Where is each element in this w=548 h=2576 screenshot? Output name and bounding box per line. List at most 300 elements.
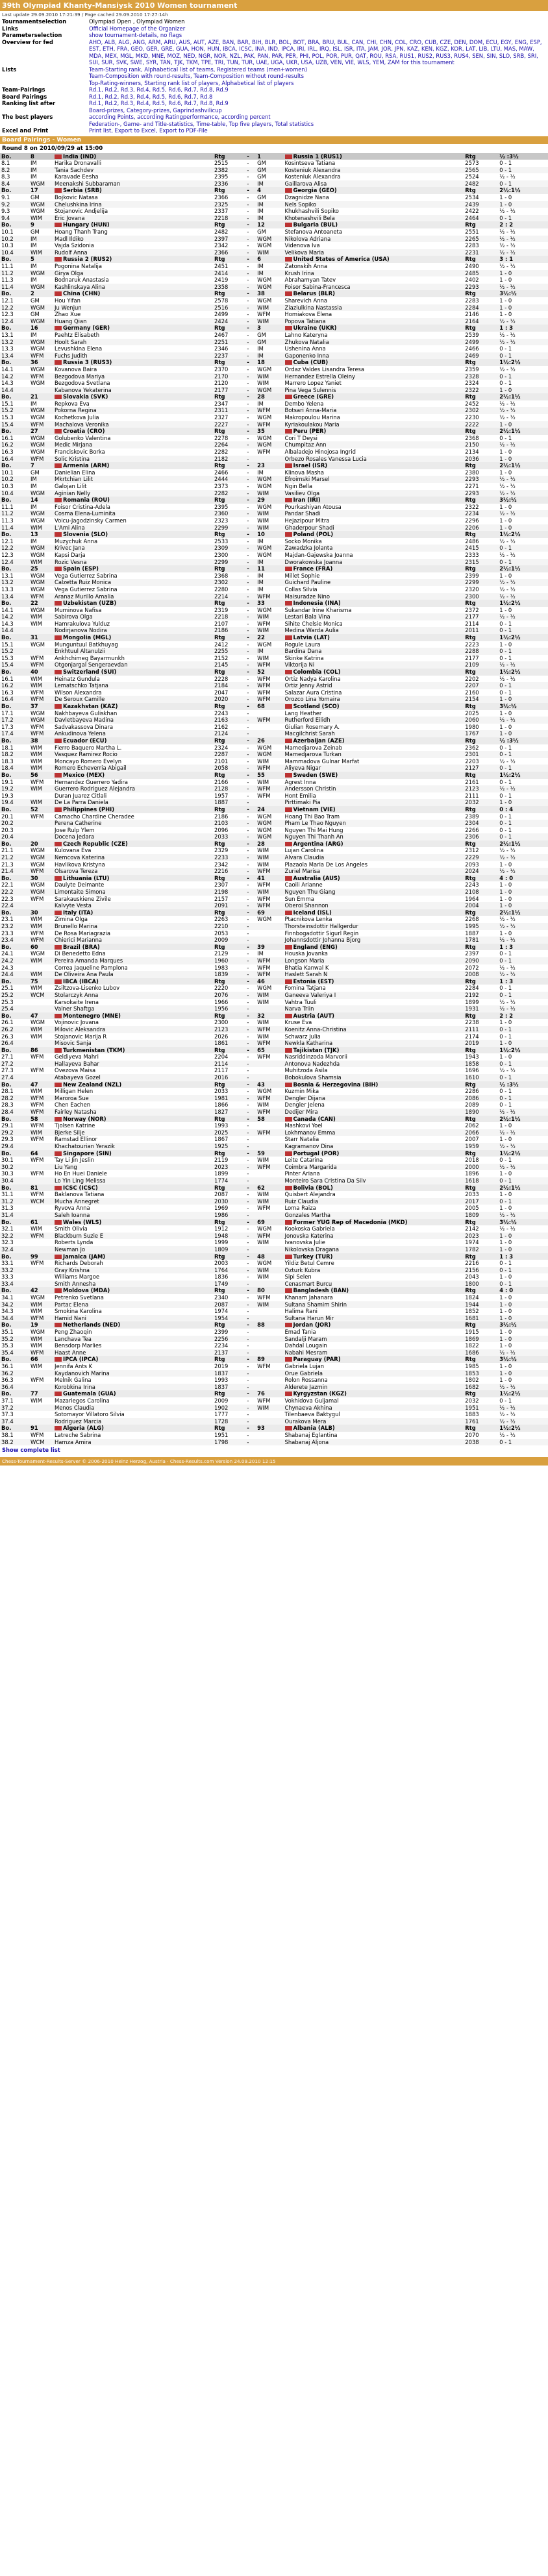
- team1-label[interactable]: Lithuania (LTU): [63, 874, 110, 881]
- player2-name[interactable]: Dworakowska Joanna: [284, 559, 464, 566]
- team1-label[interactable]: Russia 2 (RUS2): [63, 256, 112, 263]
- player1-name[interactable]: Calzetta Ruiz Monica: [53, 579, 213, 586]
- player1-name[interactable]: Harika Dronavalli: [53, 160, 213, 167]
- player2-name[interactable]: Botsari Anna-Maria: [284, 407, 464, 414]
- player2-name[interactable]: Pina Vega Sulennis: [284, 387, 464, 394]
- player2-name[interactable]: Gonzales Martha: [284, 1212, 464, 1219]
- player1-name[interactable]: Kalvyte Vesta: [53, 902, 213, 909]
- player1-name[interactable]: Bodnaruk Anastasia: [53, 276, 213, 284]
- player2-name[interactable]: Koenitz Anna-Christina: [284, 1026, 464, 1033]
- player1-name[interactable]: Galojan Lilit: [53, 483, 213, 490]
- player2-name[interactable]: Hernandez Estrella Oleiny: [284, 373, 464, 380]
- player1-name[interactable]: Cosma Elena-Luminita: [53, 510, 213, 517]
- player1-name[interactable]: Enkhtuul Altanulzii: [53, 648, 213, 655]
- team1-label[interactable]: Wales (WLS): [63, 1218, 102, 1225]
- player1-name[interactable]: Jennifa Ants K: [53, 1363, 213, 1370]
- player1-name[interactable]: Bjerke Silje: [53, 1129, 213, 1136]
- player1-name[interactable]: Medic Mirjana: [53, 441, 213, 448]
- player2-name[interactable]: Dembo Yelena: [284, 400, 464, 408]
- player1-name[interactable]: Bojkovic Natasa: [53, 194, 213, 201]
- player1-name[interactable]: Bezgodova Svetlana: [53, 380, 213, 387]
- player2-name[interactable]: Dedijer Mira: [284, 1109, 464, 1116]
- player1-name[interactable]: Ramstad Ellinor: [53, 1136, 213, 1143]
- player1-name[interactable]: Muzychuk Anna: [53, 538, 213, 545]
- team1-label[interactable]: IBCA (IBCA): [63, 977, 99, 985]
- player1-name[interactable]: Lematschko Tatjana: [53, 682, 213, 689]
- team1-label[interactable]: Brazil (BRA): [63, 943, 100, 950]
- player1-name[interactable]: Rozic Vesna: [53, 559, 213, 566]
- info-value[interactable]: Rd.1, Rd.2, Rd.3, Rd.4, Rd.5, Rd.6, Rd.7, Rd.8: [89, 93, 213, 100]
- player2-name[interactable]: Bhatia Kanwal K: [284, 964, 464, 972]
- player2-name[interactable]: Antonova Nadezhda: [284, 1061, 464, 1068]
- team2-label[interactable]: Ukraine (UKR): [293, 325, 337, 332]
- player1-name[interactable]: Hamid Nani: [53, 1315, 213, 1322]
- team1-label[interactable]: Serbia (SRB): [63, 187, 102, 194]
- player2-name[interactable]: Hejazipour Mitra: [284, 517, 464, 524]
- player2-name[interactable]: Pourkashiyan Atousa: [284, 504, 464, 511]
- player2-name[interactable]: Sihite Chelsie Monica: [284, 620, 464, 628]
- team2-label[interactable]: France (FRA): [293, 565, 333, 572]
- player2-name[interactable]: Ordaz Valdes Lisandra Teresa: [284, 366, 464, 373]
- team1-label[interactable]: Croatia (CRO): [63, 428, 105, 435]
- player1-name[interactable]: Fuchs Judith: [53, 352, 213, 360]
- player1-name[interactable]: Perena Catherine: [53, 820, 213, 827]
- player2-name[interactable]: Narva Triin: [284, 1005, 464, 1012]
- player1-name[interactable]: Smokina Karolina: [53, 1308, 213, 1315]
- team1-label[interactable]: Switzerland (SUI): [63, 669, 117, 676]
- team2-label[interactable]: Greece (GRE): [293, 393, 334, 400]
- player1-name[interactable]: Blackburn Suzie E: [53, 1233, 213, 1240]
- player2-name[interactable]: Lujan Carolina: [284, 847, 464, 854]
- player1-name[interactable]: Kulovana Eva: [53, 847, 213, 854]
- player2-name[interactable]: Monteiro Sara Cristina Da Silv: [284, 1177, 464, 1184]
- player1-name[interactable]: Williams Margoe: [53, 1273, 213, 1281]
- player1-name[interactable]: Ankhchimeg Bayarmunkh: [53, 655, 213, 662]
- player2-name[interactable]: Agrest Inna: [284, 779, 464, 786]
- player2-name[interactable]: Tilenbaeva Baktygul: [284, 1411, 464, 1418]
- info-value[interactable]: Print list, Export to Excel, Export to PDF-File: [89, 127, 208, 134]
- player2-name[interactable]: Lahno Kateryna: [284, 332, 464, 339]
- player2-name[interactable]: Bardina Dana: [284, 648, 464, 655]
- team2-label[interactable]: Poland (POL): [293, 531, 334, 538]
- player1-name[interactable]: De Oliveira Ana Paula: [53, 971, 213, 978]
- player2-name[interactable]: Ortiz Nadya Karolina: [284, 676, 464, 683]
- info-value[interactable]: AHO, ALB, ALG, ANG, ARM, ARU, AUS, AUT, AZE, BAN, BAR, BIH, BLR, BOL, BOT, BRA, BRU, BUL, CAN, CHI, CHN, COL, CRO, CUB, CZE, DEN, DOM, ECU, EGY, ENG, ESP, EST, ETH, FRA, GEO, GER, GRE, GUA, HON, HUN, IBCA, ICSC, INA, IND, IPCA, IRI, IRL, IRQ, ISL, ISR, ITA, JAM, JOR, JPN, KAZ, KEN, KGZ, KOR, LAT, LIB, LTU, MAS, MAW, MDA, MEX, MGL, MKD, MNE, MOZ, NED, NGR, NOR, NZL, PAK, PAN, PAR, PER, PHI, POL, POR, PUR, QAT, ROU, RSA, RUS1, RUS2, RUS3, RUS4, SEN, SIN, SLO, SRB, SRI, SUI, SUR, SVK, SWE, SYR, TAN, TJK, TKM, TPE, TRI, TUN, TUR, UAE, UGA, UKR, USA, UZB, VEN, VIE, WLS, YEM, ZAM for this tournament: [89, 38, 542, 66]
- player1-name[interactable]: Kovanova Baira: [53, 366, 213, 373]
- team2-label[interactable]: Bangladesh (BAN): [293, 1287, 349, 1294]
- player1-name[interactable]: Muminova Nafisa: [53, 607, 213, 614]
- player1-name[interactable]: Vojinovic Jovana: [53, 1019, 213, 1026]
- player2-name[interactable]: Kruse Eva: [284, 1019, 464, 1026]
- player2-name[interactable]: Sultana Harun Mir: [284, 1315, 464, 1322]
- team1-label[interactable]: Montenegro (MNE): [63, 1012, 121, 1019]
- player1-name[interactable]: Gray Krishna: [53, 1267, 213, 1274]
- player1-name[interactable]: Docena Jedara: [53, 833, 213, 840]
- player1-name[interactable]: Lo Yin Ling Melissa: [53, 1177, 213, 1184]
- player1-name[interactable]: Stojanovic Marija R: [53, 1033, 213, 1040]
- player2-name[interactable]: Marrero Lopez Yaniet: [284, 380, 464, 387]
- player2-name[interactable]: Dahdal Lougain: [284, 1342, 464, 1349]
- player1-name[interactable]: Partac Elena: [53, 1301, 213, 1308]
- player1-name[interactable]: L'Ami Alina: [53, 524, 213, 532]
- team2-label[interactable]: Austria (AUT): [293, 1012, 334, 1019]
- player2-name[interactable]: Rolon Rossanna: [284, 1377, 464, 1384]
- team1-label[interactable]: Hungary (HUN): [63, 221, 110, 228]
- info-value[interactable]: Federation-, Game- and Title-statistics, Time-table, Top five players, Total statistics: [89, 120, 314, 127]
- player1-name[interactable]: Levushkina Elena: [53, 345, 213, 352]
- player1-name[interactable]: Huang Qian: [53, 318, 213, 325]
- info-value[interactable]: Rd.1, Rd.2, Rd.3, Rd.4, Rd.5, Rd.6, Rd.7, Rd.8, Rd.9: [89, 100, 229, 106]
- player1-name[interactable]: Meenakshi Subbaraman: [53, 180, 213, 188]
- player2-name[interactable]: Klinova Masha: [284, 469, 464, 476]
- player2-name[interactable]: Ngin Bella: [284, 483, 464, 490]
- team2-label[interactable]: Indonesia (INA): [293, 600, 341, 607]
- player2-name[interactable]: Sukandar Irine Kharisma: [284, 607, 464, 614]
- team1-label[interactable]: Slovakia (SVK): [63, 393, 108, 400]
- player2-name[interactable]: Millet Sophie: [284, 572, 464, 580]
- player1-name[interactable]: Mucha Annegret: [53, 1198, 213, 1205]
- player2-name[interactable]: Halima Rani: [284, 1308, 464, 1315]
- player1-name[interactable]: Foisor Cristina-Adela: [53, 504, 213, 511]
- player1-name[interactable]: Madl Ildiko: [53, 236, 213, 243]
- player1-name[interactable]: Chen Eachen: [53, 1101, 213, 1109]
- team2-label[interactable]: Paraguay (PAR): [293, 1356, 341, 1363]
- player2-name[interactable]: Makropoulou Marina: [284, 414, 464, 421]
- player2-name[interactable]: Nikolova Adriana: [284, 236, 464, 243]
- team2-label[interactable]: Albania (ALB): [293, 1425, 335, 1432]
- player2-name[interactable]: Oberoi Shannon: [284, 902, 464, 909]
- player2-name[interactable]: Zuriel Marisa: [284, 868, 464, 875]
- player1-name[interactable]: Maroroa Sue: [53, 1095, 213, 1102]
- player2-name[interactable]: Rogule Laura: [284, 641, 464, 648]
- player1-name[interactable]: Pogonina Natalija: [53, 263, 213, 270]
- player1-name[interactable]: Baklanova Tatiana: [53, 1191, 213, 1198]
- player2-name[interactable]: Andersson Christin: [284, 785, 464, 792]
- player1-name[interactable]: Smith Annesha: [53, 1281, 213, 1288]
- player2-name[interactable]: Khanam Jahanara: [284, 1294, 464, 1301]
- player2-name[interactable]: Kosteniuk Alexandra: [284, 173, 464, 180]
- player2-name[interactable]: Homiakova Elena: [284, 311, 464, 318]
- player2-name[interactable]: Nikolovska Dragana: [284, 1246, 464, 1253]
- player1-name[interactable]: Karsokaite Irena: [53, 999, 213, 1006]
- player2-name[interactable]: Shabanaj Eglantina: [284, 1432, 464, 1439]
- player2-name[interactable]: Khotenashvili Bela: [284, 215, 464, 222]
- player2-name[interactable]: Ghaderpour Shadi: [284, 524, 464, 532]
- player2-name[interactable]: Lestari Bala Vina: [284, 613, 464, 620]
- player2-name[interactable]: Houska Jovanka: [284, 950, 464, 957]
- info-value[interactable]: Team-Composition with round-results, Team-Composition without round-results: [89, 73, 304, 79]
- player2-name[interactable]: Pham Le Thao Nguyen: [284, 820, 464, 827]
- team2-label[interactable]: Bolivia (BOL): [293, 1184, 333, 1191]
- player1-name[interactable]: Aranaz Murillo Amalia: [53, 593, 213, 600]
- player2-name[interactable]: Khukhashvili Sopiko: [284, 208, 464, 215]
- player2-name[interactable]: Longson Maria: [284, 957, 464, 964]
- team2-label[interactable]: Colombia (COL): [293, 669, 341, 676]
- info-value[interactable]: Board-prizes, Category-prizes, Gaprindashvilicup: [89, 106, 222, 114]
- player2-name[interactable]: Zawadzka Jolanta: [284, 545, 464, 552]
- player2-name[interactable]: Sun Emma: [284, 896, 464, 903]
- player1-name[interactable]: De La Parra Daniela: [53, 799, 213, 806]
- player2-name[interactable]: Zhukova Natalia: [284, 339, 464, 346]
- player1-name[interactable]: Olsarova Tereza: [53, 868, 213, 875]
- player1-name[interactable]: Menos Claudia: [53, 1405, 213, 1412]
- team2-label[interactable]: Russia 1 (RUS1): [293, 153, 342, 160]
- player1-name[interactable]: Zsiltzova-Lisenko Lubov: [53, 985, 213, 992]
- player1-name[interactable]: Machalova Veronika: [53, 421, 213, 428]
- team1-label[interactable]: Slovenia (SLO): [63, 531, 108, 538]
- team2-label[interactable]: Belarus (BLR): [293, 290, 335, 297]
- player1-name[interactable]: Latreche Sabrina: [53, 1432, 213, 1439]
- player2-name[interactable]: Albaladejo Hinojosa Ingrid: [284, 448, 464, 456]
- player1-name[interactable]: Nakhbayeva Guliskhan: [53, 710, 213, 717]
- player1-name[interactable]: Ho En Huei Daniele: [53, 1170, 213, 1177]
- player2-name[interactable]: Lokhmanov Emma: [284, 1129, 464, 1136]
- team1-label[interactable]: Germany (GER): [63, 325, 110, 332]
- player1-name[interactable]: Havlikova Kristyna: [53, 861, 213, 868]
- team2-label[interactable]: Azerbaijan (AZE): [293, 737, 345, 744]
- player2-name[interactable]: Salazar Aura Cristina: [284, 689, 464, 696]
- player2-name[interactable]: Pirttimaki Pia: [284, 799, 464, 806]
- player2-name[interactable]: Emad Tania: [284, 1329, 464, 1336]
- team2-label[interactable]: Sweden (SWE): [293, 771, 338, 778]
- player1-name[interactable]: Sabirova Olga: [53, 613, 213, 620]
- team2-label[interactable]: Latvia (LAT): [293, 634, 330, 641]
- team1-label[interactable]: Mongolia (MGL): [63, 634, 112, 641]
- player2-name[interactable]: Cori T Deysi: [284, 435, 464, 442]
- player1-name[interactable]: De Rosa Mariagrazia: [53, 930, 213, 937]
- player2-name[interactable]: Lang Heather: [284, 710, 464, 717]
- team2-label[interactable]: Vietnam (VIE): [293, 805, 336, 813]
- info-value[interactable]: Team-Starting rank, Alphabetical list of teams, Registered teams (men+women): [89, 66, 307, 73]
- player2-name[interactable]: Skinke Katrina: [284, 655, 464, 662]
- player1-name[interactable]: Misovic Sanja: [53, 1040, 213, 1047]
- player2-name[interactable]: Orbezo Rosales Vanessa Lucia: [284, 456, 464, 463]
- player2-name[interactable]: Viktorija Ni: [284, 661, 464, 669]
- player2-name[interactable]: Pandar Shadi: [284, 510, 464, 517]
- player2-name[interactable]: Velikova Maria: [284, 249, 464, 256]
- player2-name[interactable]: Fomina Tatjana: [284, 985, 464, 992]
- team1-label[interactable]: New Zealand (NZL): [63, 1081, 122, 1088]
- player2-name[interactable]: Majdan-Gajewska Joanna: [284, 552, 464, 559]
- player2-name[interactable]: Alderete Jazmin: [284, 1384, 464, 1391]
- player2-name[interactable]: Cenasmart Burcu: [284, 1281, 464, 1288]
- team1-label[interactable]: Turkmenistan (TKM): [63, 1046, 125, 1053]
- player1-name[interactable]: Bensdorp Marlies: [53, 1342, 213, 1349]
- player1-name[interactable]: Tay Li Jin Jeslin: [53, 1157, 213, 1164]
- player1-name[interactable]: Hamrakulova Yulduz: [53, 620, 213, 628]
- player2-name[interactable]: Popova Tatiana: [284, 318, 464, 325]
- player1-name[interactable]: Munguntuul Batkhuyag: [53, 641, 213, 648]
- player1-name[interactable]: Korobkina Irina: [53, 1384, 213, 1391]
- player1-name[interactable]: Tania Sachdev: [53, 167, 213, 174]
- player1-name[interactable]: Krivec Jana: [53, 545, 213, 552]
- player1-name[interactable]: Vega Gutierrez Sabrina: [53, 572, 213, 580]
- player2-name[interactable]: Shabanaj Aljona: [284, 1439, 464, 1446]
- player1-name[interactable]: Geldiyeva Mahri: [53, 1053, 213, 1061]
- player1-name[interactable]: Milligan Helen: [53, 1088, 213, 1095]
- player2-name[interactable]: Ushenina Anna: [284, 345, 464, 352]
- player1-name[interactable]: Kaydanovich Marina: [53, 1370, 213, 1377]
- player1-name[interactable]: Newman Jo: [53, 1246, 213, 1253]
- player1-name[interactable]: Voicu-Jagodzinsky Carmen: [53, 517, 213, 524]
- player2-name[interactable]: Sharevich Anna: [284, 297, 464, 304]
- team1-label[interactable]: Algeria (ALG): [63, 1425, 104, 1432]
- player1-name[interactable]: Melnik Galina: [53, 1377, 213, 1384]
- player2-name[interactable]: Videnova Iva: [284, 242, 464, 249]
- team1-label[interactable]: IPCA (IPCA): [63, 1356, 99, 1363]
- player2-name[interactable]: Dzagnidze Nana: [284, 194, 464, 201]
- player2-name[interactable]: Pinter Ariana: [284, 1170, 464, 1177]
- player2-name[interactable]: Schwarz Julia: [284, 1033, 464, 1040]
- player1-name[interactable]: Franciskovic Borka: [53, 448, 213, 456]
- player2-name[interactable]: Abrahamyan Tatev: [284, 276, 464, 284]
- team2-label[interactable]: Iceland (ISL): [293, 909, 332, 916]
- player1-name[interactable]: Moncayo Romero Evelyn: [53, 758, 213, 765]
- player2-name[interactable]: Chynaeva Akhina: [284, 1405, 464, 1412]
- info-value[interactable]: Rd.1, Rd.2, Rd.3, Rd.4, Rd.5, Rd.6, Rd.7, Rd.8, Rd.9: [89, 86, 229, 93]
- player1-name[interactable]: Danielian Elina: [53, 469, 213, 476]
- player1-name[interactable]: Guerrero Rodriguez Alejandra: [53, 785, 213, 792]
- team2-label[interactable]: Peru (PER): [293, 428, 327, 435]
- player1-name[interactable]: Pokorna Regina: [53, 407, 213, 414]
- player1-name[interactable]: Sotomayor Villatoro Silvia: [53, 1411, 213, 1418]
- player1-name[interactable]: Di Benedetto Edna: [53, 950, 213, 957]
- info-value[interactable]: show tournament-details, no flags: [89, 32, 182, 38]
- player1-name[interactable]: Karavade Eesha: [53, 173, 213, 180]
- team2-label[interactable]: Bulgaria (BUL): [293, 221, 338, 228]
- player2-name[interactable]: Kosteniuk Alexandra: [284, 167, 464, 174]
- player1-name[interactable]: Davletbayeva Madina: [53, 717, 213, 724]
- player1-name[interactable]: Saleh Ioanna: [53, 1212, 213, 1219]
- team1-label[interactable]: Singapore (SIN): [63, 1149, 112, 1157]
- team2-label[interactable]: Tajikistan (TJK): [293, 1046, 340, 1053]
- player1-name[interactable]: Valner Shaftga: [53, 1005, 213, 1012]
- player1-name[interactable]: Aginian Nelly: [53, 490, 213, 497]
- team2-label[interactable]: United States of America (USA): [293, 256, 390, 263]
- team1-label[interactable]: China (CHN): [63, 290, 101, 297]
- player2-name[interactable]: Alvara Claudia: [284, 854, 464, 861]
- player1-name[interactable]: Nodirjanova Nodira: [53, 627, 213, 634]
- player2-name[interactable]: Caoili Arianne: [284, 881, 464, 889]
- player1-name[interactable]: Ryvova Anna: [53, 1205, 213, 1212]
- player2-name[interactable]: Nguyen Thi Mai Hung: [284, 827, 464, 834]
- team2-label[interactable]: Australia (AUS): [293, 874, 340, 881]
- team1-label[interactable]: Spain (ESP): [63, 565, 99, 572]
- player2-name[interactable]: Vokhidova Guljamal: [284, 1397, 464, 1405]
- player2-name[interactable]: Kyriakoulakou Maria: [284, 421, 464, 428]
- team2-label[interactable]: Jordan (JOR): [293, 1321, 331, 1329]
- player2-name[interactable]: Loma Raiza: [284, 1205, 464, 1212]
- player2-name[interactable]: Nels Sopiko: [284, 201, 464, 208]
- player1-name[interactable]: Smith Olivia: [53, 1225, 213, 1233]
- player1-name[interactable]: Kabanova Yekaterina: [53, 387, 213, 394]
- player1-name[interactable]: Vega Gutierrez Sabrina: [53, 586, 213, 593]
- player1-name[interactable]: Duran Juarez Citlali: [53, 792, 213, 800]
- player1-name[interactable]: Kapsi Darja: [53, 552, 213, 559]
- team1-label[interactable]: Armenia (ARM): [63, 462, 110, 469]
- player2-name[interactable]: Ganeeva Valeriya I: [284, 992, 464, 999]
- team2-label[interactable]: Canada (CAN): [293, 1115, 336, 1122]
- team1-label[interactable]: Norway (NOR): [63, 1115, 106, 1122]
- player1-name[interactable]: Hernandez Guerrero Yadira: [53, 779, 213, 786]
- player1-name[interactable]: Repkova Eva: [53, 400, 213, 408]
- player2-name[interactable]: Rutherford Eilidh: [284, 717, 464, 724]
- player2-name[interactable]: Macgilchrist Sarah: [284, 730, 464, 737]
- player2-name[interactable]: Vasiliev Olga: [284, 490, 464, 497]
- player1-name[interactable]: Ankudinova Yelena: [53, 730, 213, 737]
- player2-name[interactable]: Mamedjarova Turkan: [284, 751, 464, 758]
- player2-name[interactable]: Muhitzoda Asila: [284, 1067, 464, 1074]
- player2-name[interactable]: Hont Emilia: [284, 792, 464, 800]
- player1-name[interactable]: Sadvakassova Dinara: [53, 724, 213, 731]
- player1-name[interactable]: Chierici Marianna: [53, 937, 213, 944]
- player2-name[interactable]: Vahtra Tuuli: [284, 999, 464, 1006]
- player2-name[interactable]: Kuzmin Mika: [284, 1088, 464, 1095]
- player1-name[interactable]: Chelushkina Irina: [53, 201, 213, 208]
- player1-name[interactable]: Haast Anne: [53, 1349, 213, 1356]
- player2-name[interactable]: Efroimski Marsel: [284, 476, 464, 483]
- team2-label[interactable]: Portugal (POR): [293, 1149, 340, 1157]
- team2-label[interactable]: Turkey (TUR): [293, 1253, 333, 1260]
- player2-name[interactable]: Thorsteinsdottir Hallgerdur: [284, 923, 464, 930]
- player1-name[interactable]: Limontaite Simona: [53, 889, 213, 896]
- player2-name[interactable]: Nabahi Mesram: [284, 1349, 464, 1356]
- player1-name[interactable]: Pereira Amanda Marques: [53, 957, 213, 964]
- player1-name[interactable]: Kashlinskaya Alina: [53, 284, 213, 291]
- player1-name[interactable]: Khachatourian Yerazik: [53, 1143, 213, 1150]
- info-value[interactable]: according Points, according Ratingperformance, according percent: [89, 114, 271, 120]
- player2-name[interactable]: Sandalji Maram: [284, 1336, 464, 1343]
- player2-name[interactable]: Aliyeva Nigar: [284, 765, 464, 772]
- show-complete-list-link[interactable]: Show complete list: [2, 1447, 60, 1454]
- player2-name[interactable]: Ivanovska Julie: [284, 1239, 464, 1246]
- player2-name[interactable]: Krush Irina: [284, 270, 464, 277]
- player2-name[interactable]: Jonovska Katerina: [284, 1233, 464, 1240]
- player1-name[interactable]: Vasquez Ramirez Rocio: [53, 751, 213, 758]
- player1-name[interactable]: Mkrtchian Lilit: [53, 476, 213, 483]
- player2-name[interactable]: Orue Gabriela: [284, 1370, 464, 1377]
- team1-label[interactable]: Netherlands (NED): [63, 1321, 121, 1329]
- player1-name[interactable]: Fairley Natasha: [53, 1109, 213, 1116]
- player1-name[interactable]: Roberts Lynda: [53, 1239, 213, 1246]
- player2-name[interactable]: Ziaziulkina Nastassia: [284, 304, 464, 312]
- player2-name[interactable]: Kagramanov Dina: [284, 1143, 464, 1150]
- player1-name[interactable]: Rudolf Anna: [53, 249, 213, 256]
- team2-label[interactable]: Cuba (CUB): [293, 359, 329, 366]
- player2-name[interactable]: Johannsdottir Johanna Bjorg: [284, 937, 464, 944]
- team2-label[interactable]: Former YUG Rep of Macedonia (MKD): [293, 1218, 408, 1225]
- team1-label[interactable]: Italy (ITA): [63, 909, 93, 916]
- team1-label[interactable]: India (IND): [63, 153, 97, 160]
- player1-name[interactable]: Hamza Amira: [53, 1439, 213, 1446]
- team1-label[interactable]: Uzbekistan (UZB): [63, 600, 117, 607]
- player2-name[interactable]: Gabriela Lujan: [284, 1363, 464, 1370]
- player1-name[interactable]: Zhao Xue: [53, 311, 213, 318]
- player1-name[interactable]: Heinatz Gundula: [53, 676, 213, 683]
- player1-name[interactable]: Peng Zhaoqin: [53, 1329, 213, 1336]
- player1-name[interactable]: Hoolt Sarah: [53, 339, 213, 346]
- player2-name[interactable]: Gaillarova Alisa: [284, 180, 464, 188]
- team2-label[interactable]: Estonia (EST): [293, 977, 334, 985]
- player2-name[interactable]: Medina Warda Aulia: [284, 627, 464, 634]
- player1-name[interactable]: Stolarczyk Anna: [53, 992, 213, 999]
- team1-label[interactable]: Jamaica (JAM): [63, 1253, 106, 1260]
- player1-name[interactable]: Bezgodova Mariya: [53, 373, 213, 380]
- team2-label[interactable]: Kyrgyzstan (KGZ): [293, 1390, 347, 1397]
- team1-label[interactable]: Guatemala (GUA): [63, 1390, 116, 1397]
- player2-name[interactable]: Ptacnikova Lenka: [284, 916, 464, 923]
- player2-name[interactable]: Starr Natalia: [284, 1136, 464, 1143]
